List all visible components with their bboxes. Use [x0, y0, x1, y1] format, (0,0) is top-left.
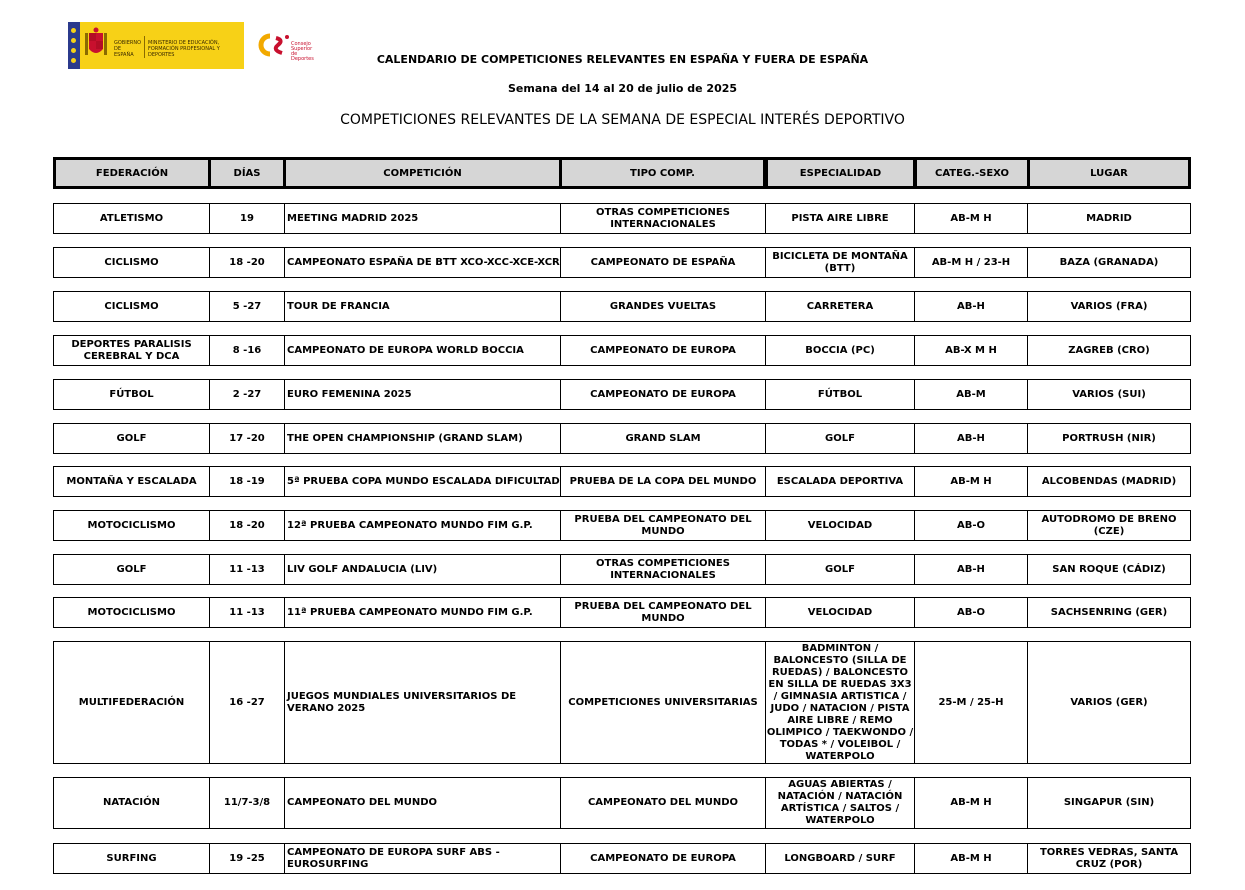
document-title: CALENDARIO DE COMPETICIONES RELEVANTES EN ESPAÑA Y FUERA DE ESPAÑA: [376, 53, 869, 66]
cell-especialidad: BOCCIA (PC): [766, 336, 914, 365]
cell-competicion: JUEGOS MUNDIALES UNIVERSITARIOS DE VERANO 2025: [285, 642, 560, 763]
cell-lugar: VARIOS (GER): [1028, 642, 1190, 763]
cell-competicion: LIV GOLF ANDALUCIA (LIV): [285, 555, 560, 584]
cell-lugar: SACHSENRING (GER): [1028, 598, 1190, 627]
cell-tipo: GRANDES VUELTAS: [561, 292, 765, 321]
ministerio-text: MINISTERIO DE EDUCACIÓN, FORMACIÓN PROFESIONAL Y DEPORTES: [148, 40, 220, 58]
cell-dias: 17 -20: [210, 424, 284, 453]
cell-federacion: NATACIÓN: [54, 778, 209, 828]
cell-categoria: AB-H: [915, 424, 1027, 453]
table-header: [53, 157, 1191, 189]
cell-categoria: AB-H: [915, 292, 1027, 321]
cell-competicion: 12ª PRUEBA CAMPEONATO MUNDO FIM G.P.: [285, 511, 560, 540]
cell-competicion: 5ª PRUEBA COPA MUNDO ESCALADA DIFICULTAD: [285, 467, 560, 496]
week-range: Semana del 14 al 20 de julio de 2025: [507, 82, 738, 95]
cell-especialidad: VELOCIDAD: [766, 511, 914, 540]
cell-lugar: AUTODROMO DE BRENO (CZE): [1028, 511, 1190, 540]
cell-lugar: VARIOS (SUI): [1028, 380, 1190, 409]
column-header-especialidad: ESPECIALIDAD: [768, 160, 913, 186]
cell-federacion: MONTAÑA Y ESCALADA: [54, 467, 209, 496]
table-row: [53, 777, 1191, 829]
cell-competicion: THE OPEN CHAMPIONSHIP (GRAND SLAM): [285, 424, 560, 453]
cell-federacion: MULTIFEDERACIÓN: [54, 642, 209, 763]
cell-categoria: AB-M H: [915, 778, 1027, 828]
cell-federacion: MOTOCICLISMO: [54, 598, 209, 627]
cell-competicion: CAMPEONATO DE EUROPA WORLD BOCCIA: [285, 336, 560, 365]
cell-especialidad: GOLF: [766, 424, 914, 453]
cell-dias: 19: [210, 204, 284, 233]
cell-dias: 18 -20: [210, 248, 284, 277]
cell-tipo: PRUEBA DEL CAMPEONATO DEL MUNDO: [561, 598, 765, 627]
cell-federacion: DEPORTES PARALISIS CEREBRAL Y DCA: [54, 336, 209, 365]
cell-lugar: BAZA (GRANADA): [1028, 248, 1190, 277]
cell-lugar: MADRID: [1028, 204, 1190, 233]
table-row: [53, 291, 1191, 322]
cell-tipo: OTRAS COMPETICIONES INTERNACIONALES: [561, 555, 765, 584]
csd-text: Consejo Superior de Deportes: [291, 41, 314, 62]
cell-categoria: AB-M H / 23-H: [915, 248, 1027, 277]
cell-federacion: FÚTBOL: [54, 380, 209, 409]
table-row: [53, 203, 1191, 234]
column-header-dias: DÍAS: [211, 160, 283, 186]
cell-tipo: CAMPEONATO DEL MUNDO: [561, 778, 765, 828]
table-row: [53, 247, 1191, 278]
cell-especialidad: BICICLETA DE MONTAÑA (BTT): [766, 248, 914, 277]
cell-dias: 8 -16: [210, 336, 284, 365]
cell-federacion: GOLF: [54, 555, 209, 584]
cell-especialidad: AGUAS ABIERTAS / NATACIÓN / NATACIÓN ARTÍSTICA / SALTOS / WATERPOLO: [766, 778, 914, 828]
cell-tipo: CAMPEONATO DE ESPAÑA: [561, 248, 765, 277]
table-row: [53, 597, 1191, 628]
cell-federacion: CICLISMO: [54, 248, 209, 277]
table-row: [53, 423, 1191, 454]
cell-especialidad: GOLF: [766, 555, 914, 584]
cell-tipo: CAMPEONATO DE EUROPA: [561, 336, 765, 365]
cell-competicion: 11ª PRUEBA CAMPEONATO MUNDO FIM G.P.: [285, 598, 560, 627]
cell-federacion: ATLETISMO: [54, 204, 209, 233]
cell-dias: 19 -25: [210, 844, 284, 873]
cell-categoria: AB-M H: [915, 844, 1027, 873]
cell-competicion: EURO FEMENINA 2025: [285, 380, 560, 409]
cell-especialidad: ESCALADA DEPORTIVA: [766, 467, 914, 496]
cell-especialidad: CARRETERA: [766, 292, 914, 321]
cell-categoria: AB-O: [915, 598, 1027, 627]
cell-competicion: CAMPEONATO DEL MUNDO: [285, 778, 560, 828]
column-header-federacion: FEDERACIÓN: [56, 160, 208, 186]
cell-categoria: 25-M / 25-H: [915, 642, 1027, 763]
cell-lugar: PORTRUSH (NIR): [1028, 424, 1190, 453]
cell-lugar: ALCOBENDAS (MADRID): [1028, 467, 1190, 496]
cell-competicion: CAMPEONATO ESPAÑA DE BTT XCO-XCC-XCE-XCR: [285, 248, 560, 277]
cell-categoria: AB-M: [915, 380, 1027, 409]
cell-tipo: CAMPEONATO DE EUROPA: [561, 380, 765, 409]
cell-especialidad: BADMINTON / BALONCESTO (SILLA DE RUEDAS) / BALONCESTO EN SILLA DE RUEDAS 3X3 / GIMNASIA ARTISTICA / JUDO / NATACION / PISTA AIRE LIBRE / REMO OLIMPICO / TAEKWONDO / TODAS * / VOLEIBOL / WATERPOLO: [766, 642, 914, 762]
cell-dias: 18 -19: [210, 467, 284, 496]
table-row: [53, 510, 1191, 541]
cell-lugar: SAN ROQUE (CÁDIZ): [1028, 555, 1190, 584]
cell-categoria: AB-M H: [915, 204, 1027, 233]
table-row: [53, 335, 1191, 366]
column-header-lugar: LUGAR: [1030, 160, 1188, 186]
cell-categoria: AB-M H: [915, 467, 1027, 496]
cell-tipo: PRUEBA DEL CAMPEONATO DEL MUNDO: [561, 511, 765, 540]
cell-categoria: AB-O: [915, 511, 1027, 540]
column-header-competicion: COMPETICIÓN: [286, 160, 559, 186]
cell-tipo: OTRAS COMPETICIONES INTERNACIONALES: [561, 204, 765, 233]
cell-dias: 11 -13: [210, 598, 284, 627]
cell-dias: 16 -27: [210, 642, 284, 763]
cell-dias: 11/7-3/8: [210, 778, 284, 828]
cell-lugar: ZAGREB (CRO): [1028, 336, 1190, 365]
cell-dias: 18 -20: [210, 511, 284, 540]
cell-dias: 5 -27: [210, 292, 284, 321]
cell-competicion: MEETING MADRID 2025: [285, 204, 560, 233]
cell-tipo: GRAND SLAM: [561, 424, 765, 453]
cell-competicion: TOUR DE FRANCIA: [285, 292, 560, 321]
cell-tipo: CAMPEONATO DE EUROPA: [561, 844, 765, 873]
cell-dias: 11 -13: [210, 555, 284, 584]
section-subtitle: COMPETICIONES RELEVANTES DE LA SEMANA DE ESPECIAL INTERÉS DEPORTIVO: [340, 112, 905, 128]
cell-federacion: SURFING: [54, 844, 209, 873]
cell-lugar: SINGAPUR (SIN): [1028, 778, 1190, 828]
cell-especialidad: LONGBOARD / SURF: [766, 844, 914, 873]
cell-federacion: MOTOCICLISMO: [54, 511, 209, 540]
cell-tipo: PRUEBA DE LA COPA DEL MUNDO: [561, 467, 765, 496]
cell-especialidad: PISTA AIRE LIBRE: [766, 204, 914, 233]
table-row: [53, 641, 1191, 764]
cell-dias: 2 -27: [210, 380, 284, 409]
cell-especialidad: FÚTBOL: [766, 380, 914, 409]
table-row: [53, 554, 1191, 585]
cell-tipo: COMPETICIONES UNIVERSITARIAS: [561, 642, 765, 763]
table-row: [53, 466, 1191, 497]
cell-lugar: VARIOS (FRA): [1028, 292, 1190, 321]
cell-especialidad: VELOCIDAD: [766, 598, 914, 627]
cell-federacion: GOLF: [54, 424, 209, 453]
cell-federacion: CICLISMO: [54, 292, 209, 321]
cell-lugar: TORRES VEDRAS, SANTA CRUZ (POR): [1028, 844, 1190, 873]
cell-competicion: CAMPEONATO DE EUROPA SURF ABS - EUROSURFING: [285, 844, 560, 873]
cell-categoria: AB-X M H: [915, 336, 1027, 365]
cell-categoria: AB-H: [915, 555, 1027, 584]
table-row: [53, 379, 1191, 410]
column-header-tipo: TIPO COMP.: [562, 160, 763, 186]
gobierno-text: GOBIERNO DE ESPAÑA: [114, 40, 142, 58]
column-header-categoria: CATEG.-SEXO: [917, 160, 1027, 186]
table-row: [53, 843, 1191, 874]
